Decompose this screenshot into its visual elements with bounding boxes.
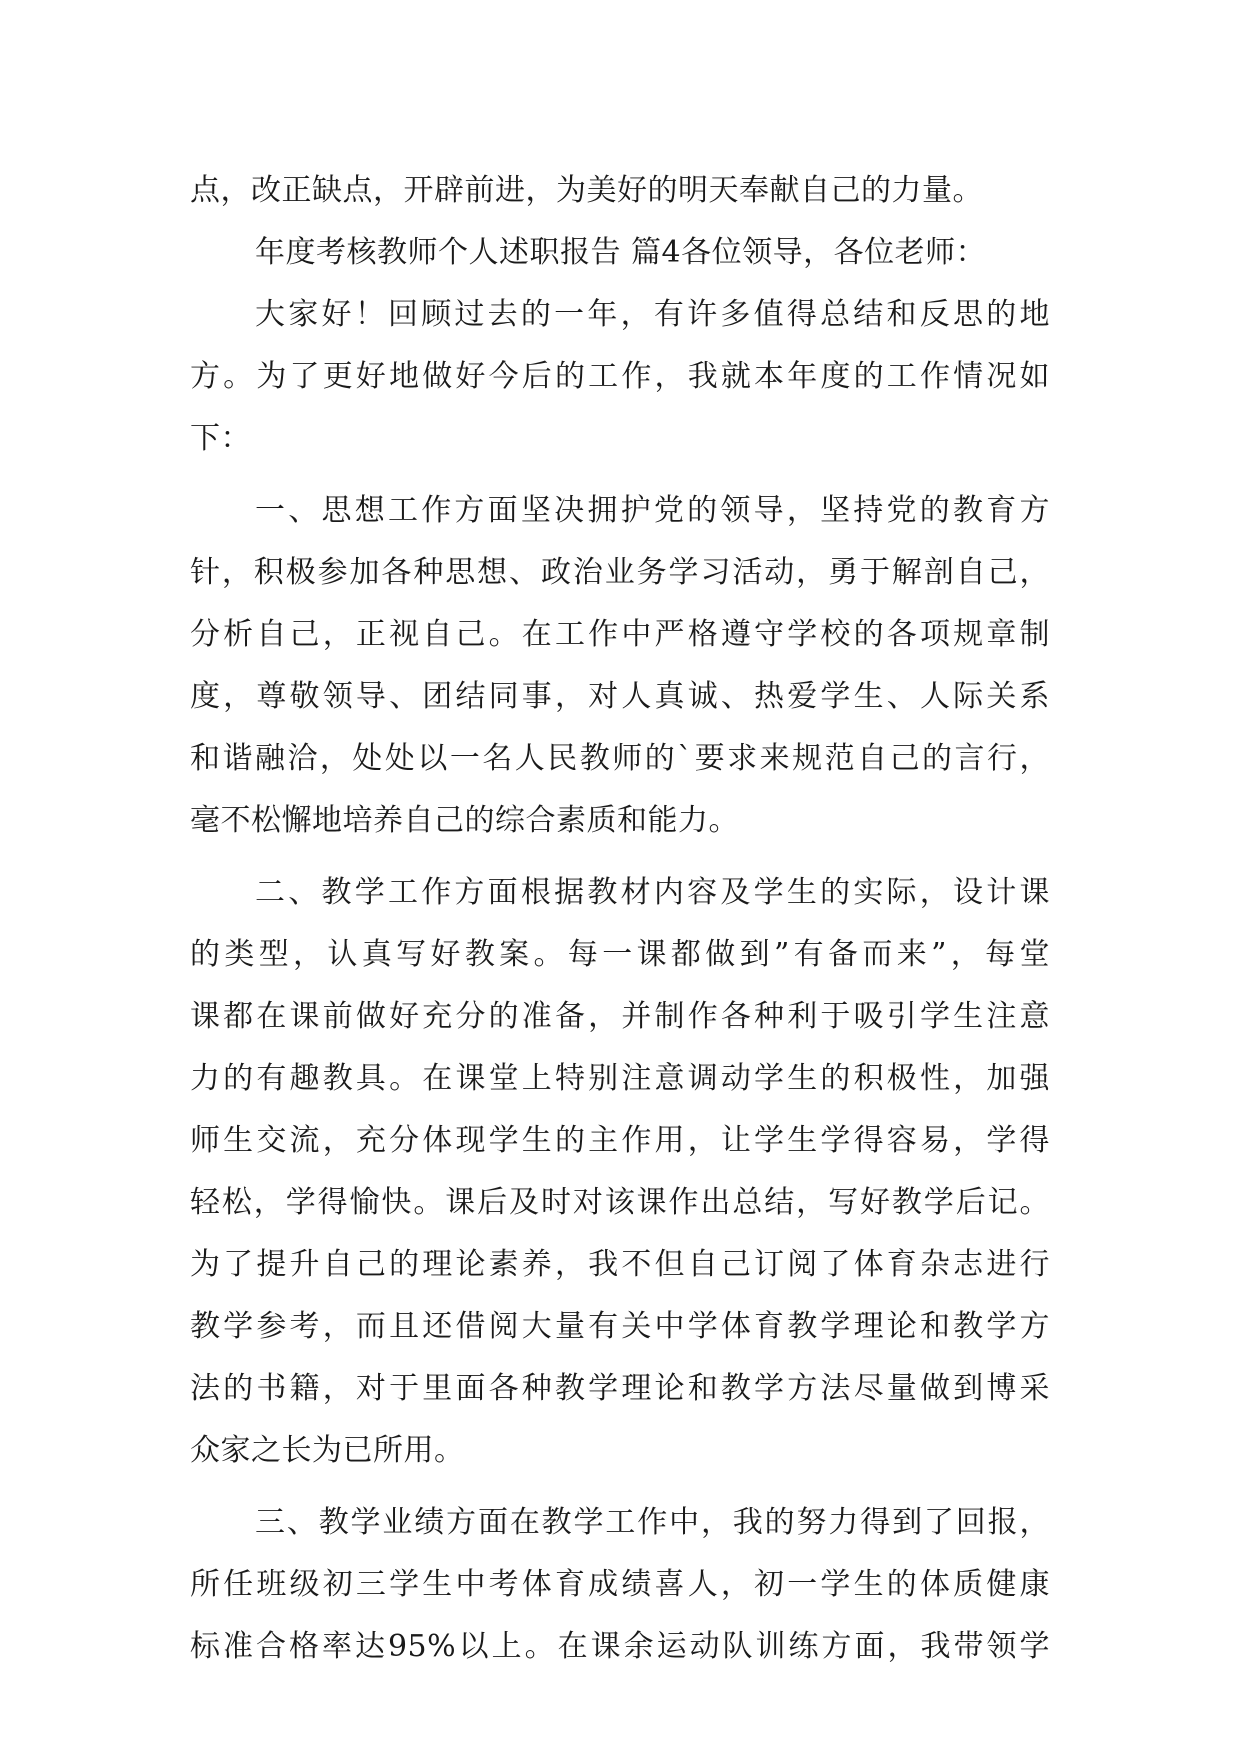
- paragraph-line: 方。为了更好地做好今后的工作，我就本年度的工作情况如: [190, 359, 1050, 394]
- paragraph-line: 法的书籍，对于里面各种教学理论和教学方法尽量做到博采: [190, 1371, 1050, 1406]
- paragraph-line: 为了提升自己的理论素养，我不但自己订阅了体育杂志进行: [190, 1247, 1050, 1282]
- paragraph-line: 大家好！回顾过去的一年，有许多值得总结和反思的地: [255, 297, 1050, 332]
- paragraph-line: 毫不松懈地培养自己的综合素质和能力。: [190, 803, 739, 838]
- paragraph-line: 课都在课前做好充分的准备，并制作各种利于吸引学生注意: [190, 999, 1050, 1034]
- paragraph-line: 针，积极参加各种思想、政治业务学习活动，勇于解剖自己，: [190, 555, 1050, 590]
- paragraph-line: 师生交流，充分体现学生的主作用，让学生学得容易，学得: [190, 1123, 1050, 1158]
- paragraph-line: 点，改正缺点，开辟前进，为美好的明天奉献自己的力量。: [190, 173, 983, 208]
- paragraph-line: 二、教学工作方面根据教材内容及学生的实际，设计课: [255, 875, 1050, 910]
- paragraph-line: 度，尊敬领导、团结同事，对人真诚、热爱学生、人际关系: [190, 679, 1050, 714]
- body-text: [190, 160, 1050, 1678]
- paragraph-line: 分析自己，正视自己。在工作中严格遵守学校的各项规章制: [190, 617, 1050, 652]
- paragraph-line: 和谐融洽，处处以一名人民教师的`要求来规范自己的言行，: [190, 741, 1050, 776]
- paragraph-line: 轻松，学得愉快。课后及时对该课作出总结，写好教学后记。: [190, 1185, 1050, 1220]
- paragraph-line: 一、思想工作方面坚决拥护党的领导，坚持党的教育方: [255, 493, 1050, 528]
- paragraph-line: 所任班级初三学生中考体育成绩喜人，初一学生的体质健康: [190, 1567, 1050, 1602]
- paragraph-line: 下：: [190, 421, 251, 456]
- paragraph-line: 教学参考，而且还借阅大量有关中学体育教学理论和教学方: [190, 1309, 1050, 1344]
- section-heading-line: 年度考核教师个人述职报告 篇4各位领导，各位老师：: [255, 235, 987, 270]
- paragraph-line: 的类型，认真写好教案。每一课都做到”有备而来”，每堂: [190, 937, 1050, 972]
- paragraph-line: 标准合格率达95%以上。在课余运动队训练方面，我带领学: [190, 1629, 1050, 1664]
- paragraph-line: 力的有趣教具。在课堂上特别注意调动学生的积极性，加强: [190, 1061, 1050, 1096]
- paragraph-line: 三、教学业绩方面在教学工作中，我的努力得到了回报，: [255, 1505, 1050, 1540]
- paragraph-line: 众家之长为已所用。: [190, 1433, 465, 1468]
